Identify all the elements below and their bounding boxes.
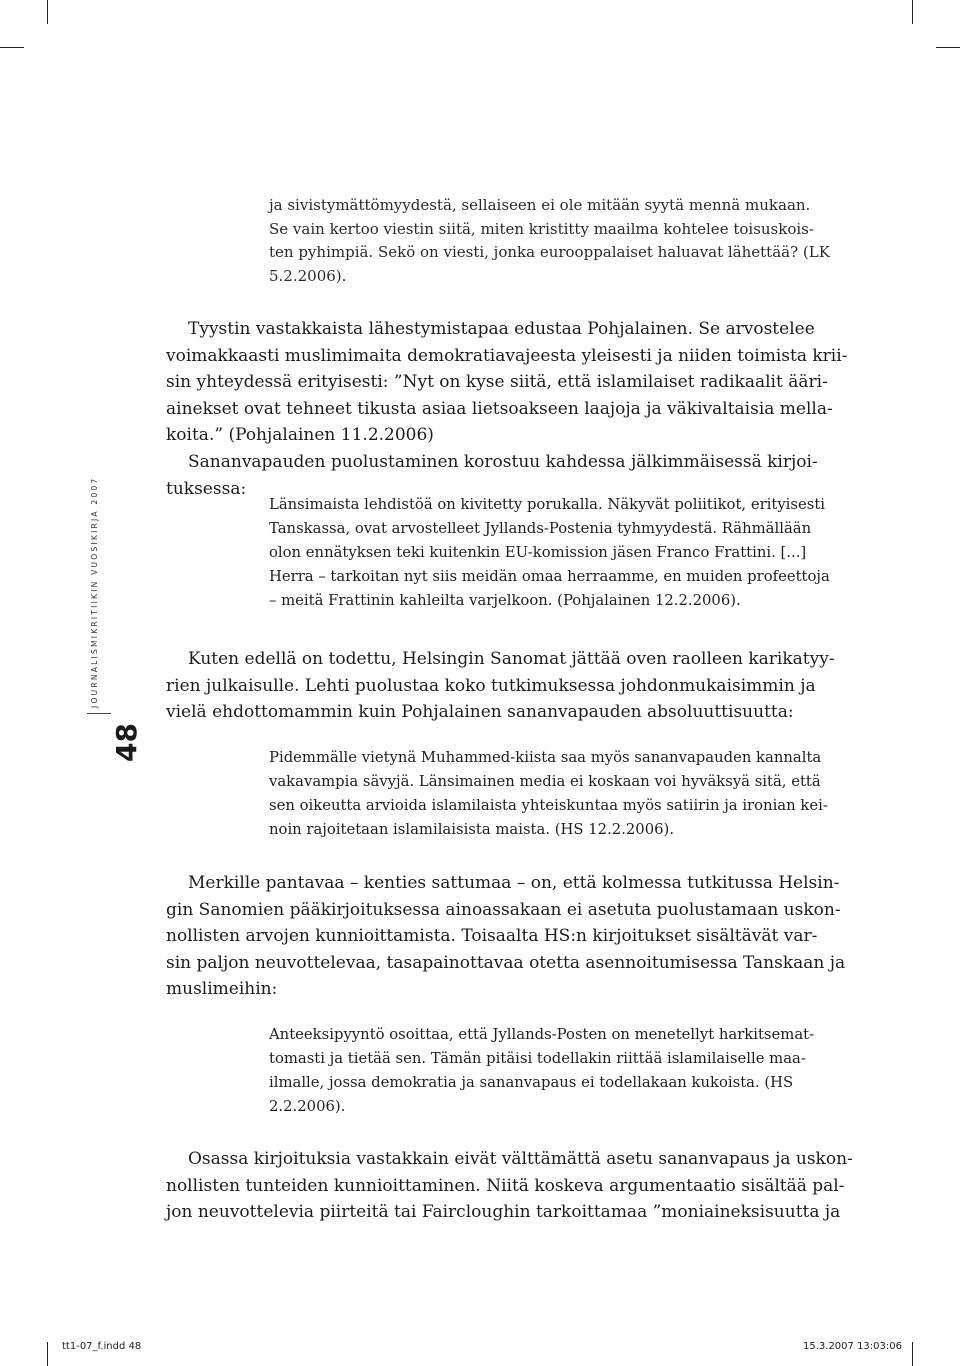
text-line: noin rajoitetaan islamilaisista maista. (HS 12.2.2006). xyxy=(269,821,675,838)
footer-timestamp: 15.3.2007 13:03:06 xyxy=(803,1341,902,1352)
text-line: Herra – tarkoitan nyt siis meidän omaa herraamme, en muiden profeettoja xyxy=(269,568,830,585)
text-line: ja sivistymättömyydestä, sellaiseen ei ole mitään syytä mennä mukaan. xyxy=(269,196,811,214)
text-line: Osassa kirjoituksia vastakkain eivät välttämättä asetu sananvapaus ja uskon- xyxy=(188,1149,853,1169)
text-line: koita.” (Pohjalainen 11.2.2006) xyxy=(166,425,434,446)
text-line: muslimeihin: xyxy=(166,979,278,1000)
text-line: Tyystin vastakkaista lähestymistapaa edustaa Pohjalainen. Se arvostelee xyxy=(188,319,815,339)
text-line: voimakkaasti muslimimaita demokratiavajeesta yleisesti ja niiden toimista krii- xyxy=(166,345,848,366)
text-line: vielä ehdottomammin kuin Pohjalainen sananvapauden absoluuttisuutta: xyxy=(166,702,794,723)
body-paragraph xyxy=(166,870,845,1003)
quote-continuation xyxy=(269,194,830,288)
text-line: jon neuvottelevia piirteitä tai Faircloughin tarkoittamaa ”moniaineksisuutta ja xyxy=(166,1202,841,1223)
block-quote xyxy=(269,746,828,842)
text-line: sin yhteydessä erityisesti: ”Nyt on kyse siitä, että islamilaiset radikaalit ääri- xyxy=(166,372,828,393)
text-line: vakavampia sävyjä. Länsimainen media ei koskaan voi hyväksyä sitä, että xyxy=(269,773,821,790)
body-paragraph xyxy=(166,646,835,726)
text-line: olon ennätyksen teki kuitenkin EU-komission jäsen Franco Frattini. [...] xyxy=(269,544,807,561)
text-line: rien julkaisulle. Lehti puolustaa koko tutkimuksessa johdonmukaisimmin ja xyxy=(166,675,816,696)
page-number: 48 xyxy=(110,723,143,762)
text-line: 5.2.2006). xyxy=(269,266,347,285)
body-paragraph xyxy=(166,316,847,502)
text-line: – meitä Frattinin kahleilta varjelkoon. (Pohjalainen 12.2.2006). xyxy=(269,592,741,609)
crop-mark xyxy=(936,47,960,48)
text-line: tuksessa: xyxy=(166,478,247,499)
text-line: 2.2.2006). xyxy=(269,1098,346,1115)
sidebar-divider xyxy=(87,713,111,714)
text-line: Pidemmälle vietynä Muhammed-kiista saa myös sananvapauden kannalta xyxy=(269,749,822,766)
text-line: Sananvapauden puolustaminen korostuu kahdessa jälkimmäisessä kirjoi- xyxy=(188,451,818,472)
crop-mark xyxy=(912,0,913,24)
text-line: Merkille pantavaa – kenties sattumaa – on, että kolmessa tutkitussa Helsin- xyxy=(188,873,840,893)
text-line: Kuten edellä on todettu, Helsingin Sanomat jättää oven raolleen karikatyy- xyxy=(188,649,835,669)
text-line: Länsimaista lehdistöä on kivitetty porukalla. Näkyvät poliitikot, erityisesti xyxy=(269,496,826,513)
crop-mark xyxy=(0,47,24,48)
text-line: nollisten tunteiden kunnioittaminen. Niitä koskeva argumentaatio sisältää pal- xyxy=(166,1175,845,1196)
text-line: ten pyhimpiä. Sekö on viesti, jonka eurooppalaiset haluavat lähettää? (LK xyxy=(269,243,830,262)
crop-mark xyxy=(47,1342,48,1366)
footer-file-info: tt1-07_f.indd 48 xyxy=(62,1341,142,1352)
text-line: Anteeksipyyntö osoittaa, että Jyllands-Posten on menetellyt harkitsemat- xyxy=(269,1026,815,1043)
text-line: sen oikeutta arvioida islamilaista yhteiskuntaa myös satiirin ja ironian kei- xyxy=(269,797,828,814)
block-quote xyxy=(269,493,830,613)
body-paragraph xyxy=(166,1146,853,1226)
crop-mark xyxy=(47,0,48,24)
text-line: ilmalle, jossa demokratia ja sananvapaus ei todellakaan kukoista. (HS xyxy=(269,1074,794,1091)
text-line: Tanskassa, ovat arvostelleet Jyllands-Postenia tyhmyydestä. Rähmällään xyxy=(269,520,812,537)
block-quote xyxy=(269,1023,814,1119)
page-sidebar xyxy=(82,470,143,770)
text-line: gin Sanomien pääkirjoituksessa ainoassakaan ei asetuta puolustamaan uskon- xyxy=(166,899,841,920)
crop-mark xyxy=(912,1342,913,1366)
text-line: ainekset ovat tehneet tikusta asiaa lietsoakseen laajoja ja väkivaltaisia mella- xyxy=(166,398,833,419)
text-line: sin paljon neuvottelevaa, tasapainottavaa otetta asennoitumisessa Tanskaan ja xyxy=(166,952,846,973)
text-line: Se vain kertoo viestin siitä, miten kristitty maailma kohtelee toisuskois- xyxy=(269,219,814,238)
journal-title: JOURNALISMIKRITIIKIN VUOSIKIRJA 2007 xyxy=(90,476,99,708)
text-line: tomasti ja tietää sen. Tämän pitäisi todellakin riittää islamilaiselle maa- xyxy=(269,1050,806,1067)
text-line: nollisten arvojen kunnioittamista. Toisaalta HS:n kirjoitukset sisältävät var- xyxy=(166,926,818,947)
